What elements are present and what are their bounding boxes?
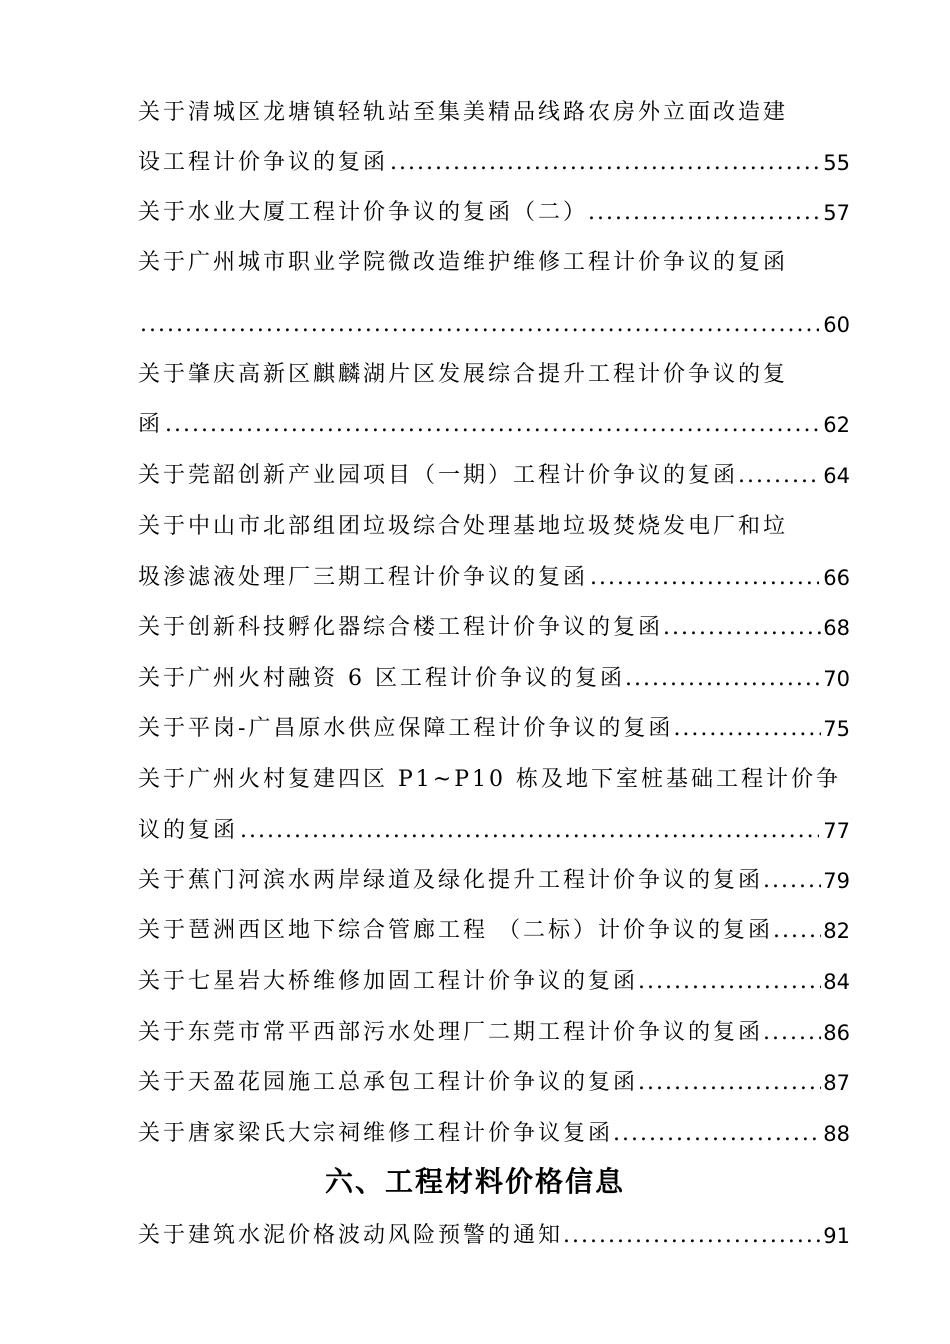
- toc-entry[interactable]: 关于七星岩大桥维修加固工程计价争议的复函 ..... 84: [138, 957, 850, 997]
- leader-dots: [763, 866, 821, 896]
- leader-dots: [663, 613, 821, 643]
- leader-dots: [390, 148, 819, 178]
- toc-entry[interactable]: 关于平岗-广昌原水供应保障工程计价争议的复函 ..... 75: [138, 704, 850, 744]
- page-number: 62: [823, 413, 850, 437]
- leader-dots: [613, 1119, 821, 1149]
- leader-dots: [588, 198, 821, 228]
- page-number: 82: [823, 919, 850, 943]
- leader-dots: [140, 310, 819, 340]
- leader-dots: [738, 461, 821, 491]
- section-heading: 六、工程材料价格信息: [324, 1165, 625, 1198]
- page-number: 87: [823, 1071, 850, 1095]
- page-number: 86: [823, 1021, 850, 1045]
- leader-dots: [673, 714, 821, 744]
- leader-dots: [625, 664, 821, 694]
- leader-dots: [638, 1068, 821, 1098]
- leader-dots: [763, 1018, 821, 1048]
- page-number: 66: [823, 566, 850, 590]
- leader-dots: [773, 916, 821, 946]
- leader-dots: [563, 1221, 821, 1251]
- leader-dots: [638, 967, 821, 997]
- page-number: 60: [823, 313, 850, 337]
- toc-entry[interactable]: 关于蕉门河滨水两岸绿道及绿化提升工程计价争议的复函 ..... 79: [138, 856, 850, 896]
- page-number: 70: [823, 667, 850, 691]
- toc-entry[interactable]: 关于唐家梁氏大宗祠维修工程计价争议复函 ..... 88: [138, 1109, 850, 1149]
- toc-entry[interactable]: 议的复函 ..... 77: [138, 806, 850, 846]
- toc-entry-text: 关于肇庆高新区麒麟湖片区发展综合提升工程计价争议的复: [138, 362, 789, 387]
- toc-entry[interactable]: 关于创新科技孵化器综合楼工程计价争议的复函 ..... 68: [138, 603, 850, 643]
- page-number: 55: [823, 151, 850, 175]
- page-number: 64: [823, 464, 850, 488]
- toc-entry[interactable]: 函 ..... 62: [138, 400, 850, 440]
- leader-dots: [590, 563, 819, 593]
- toc-entry[interactable]: 设工程计价争议的复函 ..... 55: [138, 138, 850, 178]
- toc-entry-text: 关于广州火村复建四区 P1~P10 栋及地下室桩基础工程计价争: [138, 767, 842, 792]
- toc-entry[interactable]: 关于建筑水泥价格波动风险预警的通知 ..... 91: [138, 1211, 850, 1251]
- page-number: 68: [823, 616, 850, 640]
- page-number: 91: [823, 1224, 850, 1248]
- toc-entry-text: 关于广州城市职业学院微改造维护维修工程计价争议的复函: [138, 250, 789, 275]
- leader-dots: [240, 816, 819, 846]
- toc-entry[interactable]: 关于莞韶创新产业园项目（一期）工程计价争议的复函 ..... 64: [138, 451, 850, 491]
- page-number: 84: [823, 970, 850, 994]
- toc-entry[interactable]: [138, 300, 850, 340]
- page-number: 77: [823, 819, 850, 843]
- toc-entry[interactable]: 关于水业大厦工程计价争议的复函（二） ..... 57: [138, 188, 850, 228]
- toc-entry[interactable]: 关于广州火村融资 6 区工程计价争议的复函 ..... 70: [138, 654, 850, 694]
- toc-entry[interactable]: 关于天盈花园施工总承包工程计价争议的复函 ..... 87: [138, 1058, 850, 1098]
- toc-entry[interactable]: 关于琶洲西区地下综合管廊工程 （二标）计价争议的复函 ..... 82: [138, 906, 850, 946]
- toc-entry[interactable]: 圾渗滤液处理厂三期工程计价争议的复函 ..... 66: [138, 553, 850, 593]
- page-number: 88: [823, 1122, 850, 1146]
- toc-entry-text: 关于清城区龙塘镇轻轨站至集美精品线路农房外立面改造建: [138, 100, 789, 125]
- page-number: 79: [823, 869, 850, 893]
- page-number: 75: [823, 717, 850, 741]
- toc-entry[interactable]: 关于东莞市常平西部污水处理厂二期工程计价争议的复函 ..... 86: [138, 1008, 850, 1048]
- toc-entry-text: 关于中山市北部组团垃圾综合处理基地垃圾焚烧发电厂和垃: [138, 514, 789, 539]
- page-number: 57: [823, 201, 850, 225]
- leader-dots: [165, 410, 819, 440]
